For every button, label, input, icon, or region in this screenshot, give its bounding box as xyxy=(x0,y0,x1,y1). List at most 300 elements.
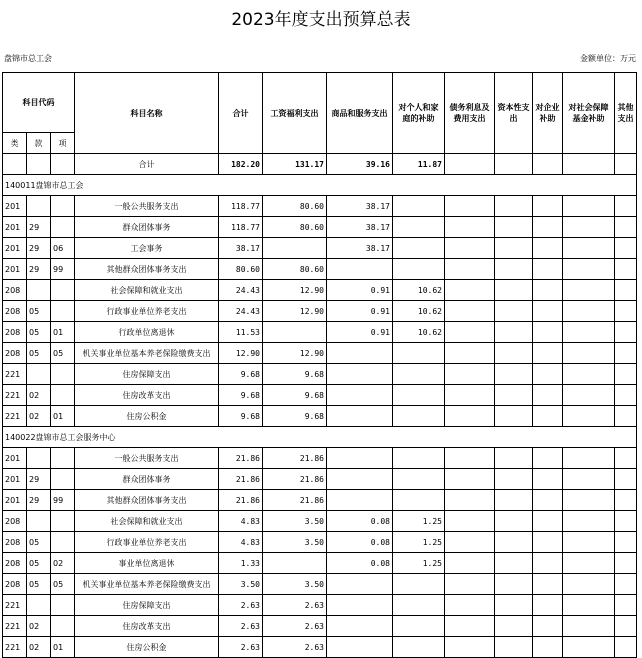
table-row xyxy=(3,343,637,364)
item-name: 其他群众团体事务支出 xyxy=(75,490,219,511)
empty-cell xyxy=(563,553,615,574)
empty-cell xyxy=(495,448,533,469)
code-kuan: 05 xyxy=(27,322,51,343)
table-row xyxy=(3,553,637,574)
code-kuan: 02 xyxy=(27,406,51,427)
code-lei: 208 xyxy=(3,280,27,301)
empty-cell xyxy=(495,616,533,637)
empty-cell xyxy=(445,259,495,280)
empty-cell xyxy=(533,637,563,658)
code-lei: 221 xyxy=(3,364,27,385)
empty-cell xyxy=(495,322,533,343)
cell-personal xyxy=(393,238,445,259)
code-xiang: 01 xyxy=(51,322,75,343)
table-row xyxy=(3,238,637,259)
code-kuan: 29 xyxy=(27,259,51,280)
cell-personal: 1.25 xyxy=(393,553,445,574)
empty-cell xyxy=(615,280,637,301)
total-total: 182.20 xyxy=(219,154,263,175)
cell-salary: 12.90 xyxy=(263,343,327,364)
empty-cell xyxy=(445,553,495,574)
header-salary: 工资福利支出 xyxy=(263,73,327,154)
cell-salary: 2.63 xyxy=(263,595,327,616)
code-kuan: 29 xyxy=(27,469,51,490)
total-goods: 39.16 xyxy=(327,154,393,175)
empty-cell xyxy=(615,616,637,637)
cell-total: 2.63 xyxy=(219,637,263,658)
table-row xyxy=(3,385,637,406)
empty-cell xyxy=(563,280,615,301)
empty-cell xyxy=(445,238,495,259)
item-name: 群众团体事务 xyxy=(75,217,219,238)
empty-cell xyxy=(445,196,495,217)
code-xiang xyxy=(51,595,75,616)
cell-total: 2.63 xyxy=(219,616,263,637)
empty-cell xyxy=(495,301,533,322)
code-lei: 208 xyxy=(3,574,27,595)
code-kuan: 02 xyxy=(27,385,51,406)
cell-goods xyxy=(327,406,393,427)
empty-cell xyxy=(563,574,615,595)
item-name: 一般公共服务支出 xyxy=(75,448,219,469)
cell-total: 21.86 xyxy=(219,448,263,469)
org-name: 盘锦市总工会 xyxy=(4,54,52,63)
empty-cell xyxy=(615,511,637,532)
code-kuan: 05 xyxy=(27,553,51,574)
code-lei: 221 xyxy=(3,595,27,616)
table-row xyxy=(3,217,637,238)
empty-cell xyxy=(563,469,615,490)
item-name: 住房公积金 xyxy=(75,406,219,427)
cell-total: 4.83 xyxy=(219,511,263,532)
empty-cell xyxy=(533,196,563,217)
cell-goods xyxy=(327,637,393,658)
empty-cell xyxy=(445,469,495,490)
empty-cell xyxy=(533,532,563,553)
empty-cell xyxy=(615,532,637,553)
cell-personal xyxy=(393,616,445,637)
empty-cell xyxy=(563,595,615,616)
cell-salary: 80.60 xyxy=(263,259,327,280)
empty-cell xyxy=(445,574,495,595)
cell-salary: 12.90 xyxy=(263,280,327,301)
cell-total: 9.68 xyxy=(219,385,263,406)
table-row xyxy=(3,616,637,637)
empty-cell xyxy=(445,448,495,469)
empty-cell xyxy=(445,217,495,238)
empty-cell xyxy=(533,511,563,532)
cell-salary: 21.86 xyxy=(263,448,327,469)
cell-salary: 9.68 xyxy=(263,385,327,406)
empty-cell xyxy=(445,343,495,364)
empty-cell xyxy=(445,532,495,553)
cell-total: 38.17 xyxy=(219,238,263,259)
item-name: 群众团体事务 xyxy=(75,469,219,490)
header-capital: 资本性支出 xyxy=(495,73,533,154)
empty-cell xyxy=(615,259,637,280)
table-row xyxy=(3,637,637,658)
cell-total: 24.43 xyxy=(219,280,263,301)
code-kuan: 02 xyxy=(27,637,51,658)
code-lei: 221 xyxy=(3,385,27,406)
code-xiang: 01 xyxy=(51,637,75,658)
cell-total: 80.60 xyxy=(219,259,263,280)
header-enterprise: 对企业补助 xyxy=(533,73,563,154)
cell-goods: 0.91 xyxy=(327,280,393,301)
unit-label: 金额单位：万元 xyxy=(580,54,636,63)
empty-cell xyxy=(495,217,533,238)
empty-cell xyxy=(533,469,563,490)
cell-total: 21.86 xyxy=(219,490,263,511)
empty-cell xyxy=(495,280,533,301)
empty-cell xyxy=(495,364,533,385)
table-row xyxy=(3,322,637,343)
header-code: 科目代码 xyxy=(3,73,75,133)
cell-personal xyxy=(393,574,445,595)
cell-goods: 0.91 xyxy=(327,322,393,343)
section-title: 140022盘锦市总工会服务中心 xyxy=(3,427,637,448)
code-kuan xyxy=(27,448,51,469)
item-name: 行政事业单位养老支出 xyxy=(75,301,219,322)
empty-cell xyxy=(563,406,615,427)
empty-cell xyxy=(445,490,495,511)
empty-cell xyxy=(563,322,615,343)
cell-goods xyxy=(327,490,393,511)
table-row xyxy=(3,280,637,301)
empty-cell xyxy=(615,364,637,385)
empty-cell xyxy=(445,637,495,658)
item-name: 工会事务 xyxy=(75,238,219,259)
empty-cell xyxy=(563,301,615,322)
cell-goods xyxy=(327,469,393,490)
empty-cell xyxy=(533,553,563,574)
empty-cell xyxy=(445,385,495,406)
empty-cell xyxy=(495,553,533,574)
cell-goods xyxy=(327,259,393,280)
cell-salary: 80.60 xyxy=(263,217,327,238)
table-row xyxy=(3,511,637,532)
cell-goods xyxy=(327,616,393,637)
code-lei: 201 xyxy=(3,469,27,490)
item-name: 事业单位离退休 xyxy=(75,553,219,574)
item-name: 行政单位离退休 xyxy=(75,322,219,343)
cell-total: 118.77 xyxy=(219,196,263,217)
item-name: 机关事业单位基本养老保险缴费支出 xyxy=(75,343,219,364)
table-row xyxy=(3,406,637,427)
code-xiang xyxy=(51,511,75,532)
empty-cell xyxy=(563,490,615,511)
code-xiang xyxy=(51,364,75,385)
empty-cell xyxy=(533,574,563,595)
code-lei: 208 xyxy=(3,532,27,553)
code-kuan xyxy=(27,280,51,301)
empty-cell xyxy=(563,616,615,637)
empty-cell xyxy=(615,469,637,490)
cell-goods xyxy=(327,364,393,385)
code-xiang xyxy=(51,196,75,217)
code-lei: 201 xyxy=(3,238,27,259)
code-lei: 201 xyxy=(3,490,27,511)
empty-cell xyxy=(615,406,637,427)
empty-cell xyxy=(615,490,637,511)
code-xiang xyxy=(51,385,75,406)
cell-personal xyxy=(393,343,445,364)
cell-goods: 38.17 xyxy=(327,217,393,238)
cell-total: 12.90 xyxy=(219,343,263,364)
empty-cell xyxy=(563,448,615,469)
cell-goods: 0.91 xyxy=(327,301,393,322)
item-name: 机关事业单位基本养老保险缴费支出 xyxy=(75,574,219,595)
empty-cell xyxy=(615,595,637,616)
empty-cell xyxy=(533,259,563,280)
section-row xyxy=(3,175,637,196)
cell-salary xyxy=(263,238,327,259)
table-row xyxy=(3,469,637,490)
item-name: 住房改革支出 xyxy=(75,616,219,637)
empty-cell xyxy=(615,637,637,658)
budget-table xyxy=(2,72,637,658)
cell-personal xyxy=(393,217,445,238)
code-kuan: 05 xyxy=(27,532,51,553)
table-row xyxy=(3,364,637,385)
empty-cell xyxy=(495,238,533,259)
item-name: 住房保障支出 xyxy=(75,364,219,385)
cell-personal: 10.62 xyxy=(393,280,445,301)
code-xiang: 02 xyxy=(51,553,75,574)
header-debt: 债务利息及费用支出 xyxy=(445,73,495,154)
empty-cell xyxy=(445,364,495,385)
table-row xyxy=(3,448,637,469)
cell-total: 1.33 xyxy=(219,553,263,574)
table-row xyxy=(3,574,637,595)
code-xiang: 05 xyxy=(51,574,75,595)
cell-personal xyxy=(393,637,445,658)
cell-salary: 12.90 xyxy=(263,301,327,322)
cell-salary: 21.86 xyxy=(263,490,327,511)
cell-salary: 3.50 xyxy=(263,532,327,553)
cell-total: 4.83 xyxy=(219,532,263,553)
code-lei: 201 xyxy=(3,217,27,238)
empty-cell xyxy=(615,238,637,259)
item-name: 住房改革支出 xyxy=(75,385,219,406)
code-xiang xyxy=(51,448,75,469)
empty-cell xyxy=(615,448,637,469)
total-name: 合计 xyxy=(75,154,219,175)
empty-cell xyxy=(445,280,495,301)
cell-personal xyxy=(393,259,445,280)
item-name: 行政事业单位养老支出 xyxy=(75,532,219,553)
code-lei: 208 xyxy=(3,322,27,343)
cell-goods xyxy=(327,343,393,364)
empty-cell xyxy=(445,301,495,322)
code-lei: 221 xyxy=(3,637,27,658)
code-kuan: 29 xyxy=(27,217,51,238)
code-kuan: 29 xyxy=(27,490,51,511)
empty-cell xyxy=(495,406,533,427)
code-lei: 208 xyxy=(3,553,27,574)
info-row xyxy=(0,46,642,70)
cell-personal: 10.62 xyxy=(393,322,445,343)
empty-cell xyxy=(495,532,533,553)
empty-cell xyxy=(533,448,563,469)
header-kuan: 款 xyxy=(27,133,51,154)
empty-cell xyxy=(445,406,495,427)
table-row xyxy=(3,301,637,322)
header-total: 合计 xyxy=(219,73,263,154)
empty-cell xyxy=(495,490,533,511)
cell-personal xyxy=(393,490,445,511)
header-social: 对社会保障基金补助 xyxy=(563,73,615,154)
code-kuan xyxy=(27,595,51,616)
cell-goods: 0.08 xyxy=(327,532,393,553)
cell-personal xyxy=(393,448,445,469)
empty-cell xyxy=(445,616,495,637)
code-kuan xyxy=(27,364,51,385)
empty-cell xyxy=(533,301,563,322)
cell-salary: 80.60 xyxy=(263,196,327,217)
empty-cell xyxy=(495,469,533,490)
cell-salary xyxy=(263,322,327,343)
cell-total: 3.50 xyxy=(219,574,263,595)
empty-cell xyxy=(615,196,637,217)
code-lei: 201 xyxy=(3,259,27,280)
empty-cell xyxy=(495,259,533,280)
cell-total: 21.86 xyxy=(219,469,263,490)
empty-cell xyxy=(445,511,495,532)
empty-cell xyxy=(445,595,495,616)
empty-cell xyxy=(533,280,563,301)
empty-cell xyxy=(533,595,563,616)
code-lei: 201 xyxy=(3,196,27,217)
cell-salary: 3.50 xyxy=(263,574,327,595)
cell-salary: 9.68 xyxy=(263,364,327,385)
empty-cell xyxy=(533,406,563,427)
table-row xyxy=(3,532,637,553)
code-kuan: 05 xyxy=(27,343,51,364)
empty-cell xyxy=(533,322,563,343)
empty-cell xyxy=(445,322,495,343)
code-xiang: 06 xyxy=(51,238,75,259)
table-row xyxy=(3,196,637,217)
code-xiang: 05 xyxy=(51,343,75,364)
empty-cell xyxy=(495,637,533,658)
cell-personal xyxy=(393,196,445,217)
cell-total: 9.68 xyxy=(219,406,263,427)
code-lei: 201 xyxy=(3,448,27,469)
total-personal: 11.87 xyxy=(393,154,445,175)
empty-cell xyxy=(563,385,615,406)
empty-cell xyxy=(615,343,637,364)
code-xiang xyxy=(51,301,75,322)
item-name: 住房保障支出 xyxy=(75,595,219,616)
code-kuan: 05 xyxy=(27,301,51,322)
empty-cell xyxy=(563,511,615,532)
code-kuan: 05 xyxy=(27,574,51,595)
empty-cell xyxy=(615,385,637,406)
table-row xyxy=(3,595,637,616)
cell-goods xyxy=(327,385,393,406)
empty-cell xyxy=(615,322,637,343)
empty-cell xyxy=(563,259,615,280)
code-lei: 208 xyxy=(3,511,27,532)
page-title: 2023年度支出预算总表 xyxy=(231,10,411,30)
cell-personal xyxy=(393,364,445,385)
cell-salary: 21.86 xyxy=(263,469,327,490)
code-xiang xyxy=(51,280,75,301)
empty-cell xyxy=(563,196,615,217)
table-row xyxy=(3,490,637,511)
cell-personal: 1.25 xyxy=(393,511,445,532)
cell-goods xyxy=(327,574,393,595)
code-xiang: 99 xyxy=(51,259,75,280)
cell-salary: 9.68 xyxy=(263,406,327,427)
item-name: 住房公积金 xyxy=(75,637,219,658)
table-row xyxy=(3,259,637,280)
code-kuan: 02 xyxy=(27,616,51,637)
item-name: 一般公共服务支出 xyxy=(75,196,219,217)
header-personal: 对个人和家庭的补助 xyxy=(393,73,445,154)
empty-cell xyxy=(495,343,533,364)
cell-total: 11.53 xyxy=(219,322,263,343)
cell-total: 9.68 xyxy=(219,364,263,385)
cell-personal xyxy=(393,469,445,490)
empty-cell xyxy=(495,385,533,406)
empty-cell xyxy=(533,385,563,406)
cell-goods xyxy=(327,448,393,469)
code-lei: 221 xyxy=(3,616,27,637)
empty-cell xyxy=(495,196,533,217)
header-other: 其他支出 xyxy=(615,73,637,154)
header-lei: 类 xyxy=(3,133,27,154)
cell-personal: 1.25 xyxy=(393,532,445,553)
section-title: 140011盘锦市总工会 xyxy=(3,175,637,196)
cell-personal xyxy=(393,406,445,427)
header-name: 科目名称 xyxy=(75,73,219,154)
section-row xyxy=(3,427,637,448)
cell-goods: 0.08 xyxy=(327,511,393,532)
empty-cell xyxy=(615,574,637,595)
code-kuan xyxy=(27,511,51,532)
cell-goods xyxy=(327,595,393,616)
code-kuan xyxy=(27,196,51,217)
cell-salary xyxy=(263,553,327,574)
code-kuan: 29 xyxy=(27,238,51,259)
empty-cell xyxy=(615,217,637,238)
cell-salary: 3.50 xyxy=(263,511,327,532)
item-name: 社会保障和就业支出 xyxy=(75,511,219,532)
empty-cell xyxy=(533,364,563,385)
cell-goods: 38.17 xyxy=(327,196,393,217)
empty-cell xyxy=(563,637,615,658)
empty-cell xyxy=(615,301,637,322)
code-lei: 208 xyxy=(3,343,27,364)
cell-personal xyxy=(393,385,445,406)
code-lei: 221 xyxy=(3,406,27,427)
empty-cell xyxy=(495,574,533,595)
cell-goods: 0.08 xyxy=(327,553,393,574)
item-name: 其他群众团体事务支出 xyxy=(75,259,219,280)
total-row xyxy=(3,154,637,175)
code-lei: 208 xyxy=(3,301,27,322)
cell-salary: 2.63 xyxy=(263,616,327,637)
code-xiang: 99 xyxy=(51,490,75,511)
empty-cell xyxy=(533,238,563,259)
cell-personal: 10.62 xyxy=(393,301,445,322)
cell-total: 2.63 xyxy=(219,595,263,616)
empty-cell xyxy=(615,553,637,574)
item-name: 社会保障和就业支出 xyxy=(75,280,219,301)
cell-personal xyxy=(393,595,445,616)
